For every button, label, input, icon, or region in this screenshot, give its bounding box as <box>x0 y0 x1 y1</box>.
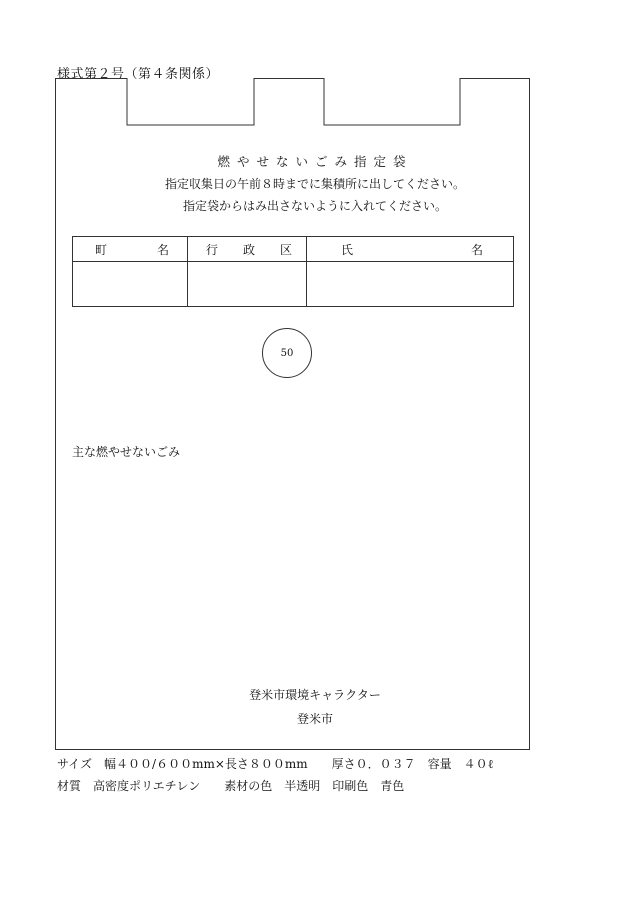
table-entry-row <box>73 262 514 307</box>
header-district-char2: 政 <box>242 242 255 257</box>
collection-time-rule: 指定収集日の午前８時までに集積所に出してください。 <box>164 177 465 191</box>
material-spec-line: 材質 高密度ポリエチレン 素材の色 半透明 印刷色 青色 <box>57 779 405 793</box>
header-town <box>73 237 188 262</box>
table-header-row <box>73 237 514 262</box>
capacity-badge <box>262 328 312 378</box>
header-district <box>188 237 307 262</box>
header-town-char1: 町 <box>95 242 108 257</box>
bag-title: 燃やせないごみ指定袋 <box>217 154 413 169</box>
form-number-title: 様式第２号（第４条関係） <box>57 67 220 82</box>
name-entry-cell[interactable] <box>307 262 514 307</box>
owner-info-table <box>72 236 514 307</box>
overflow-rule: 指定袋からはみ出さないように入れてください。 <box>182 199 447 213</box>
header-district-char1: 行 <box>206 242 219 257</box>
header-town-char2: 名 <box>156 242 169 257</box>
city-name-label: 登米市 <box>296 712 333 726</box>
town-entry-cell[interactable] <box>73 262 188 307</box>
district-entry-cell[interactable] <box>188 262 307 307</box>
header-name <box>307 237 514 262</box>
city-character-label: 登米市環境キャラクター <box>249 688 381 702</box>
size-spec-line: サイズ 幅４００/６００mm×長さ８００mm 厚さ０．０３７ 容量 ４０ℓ <box>57 757 494 771</box>
examples-label: 主な燃やせないごみ <box>72 445 181 459</box>
header-name-char2: 名 <box>470 242 483 257</box>
capacity-value: 50 <box>280 347 294 359</box>
header-district-char3: 区 <box>279 242 292 257</box>
header-name-char1: 氏 <box>341 242 354 257</box>
